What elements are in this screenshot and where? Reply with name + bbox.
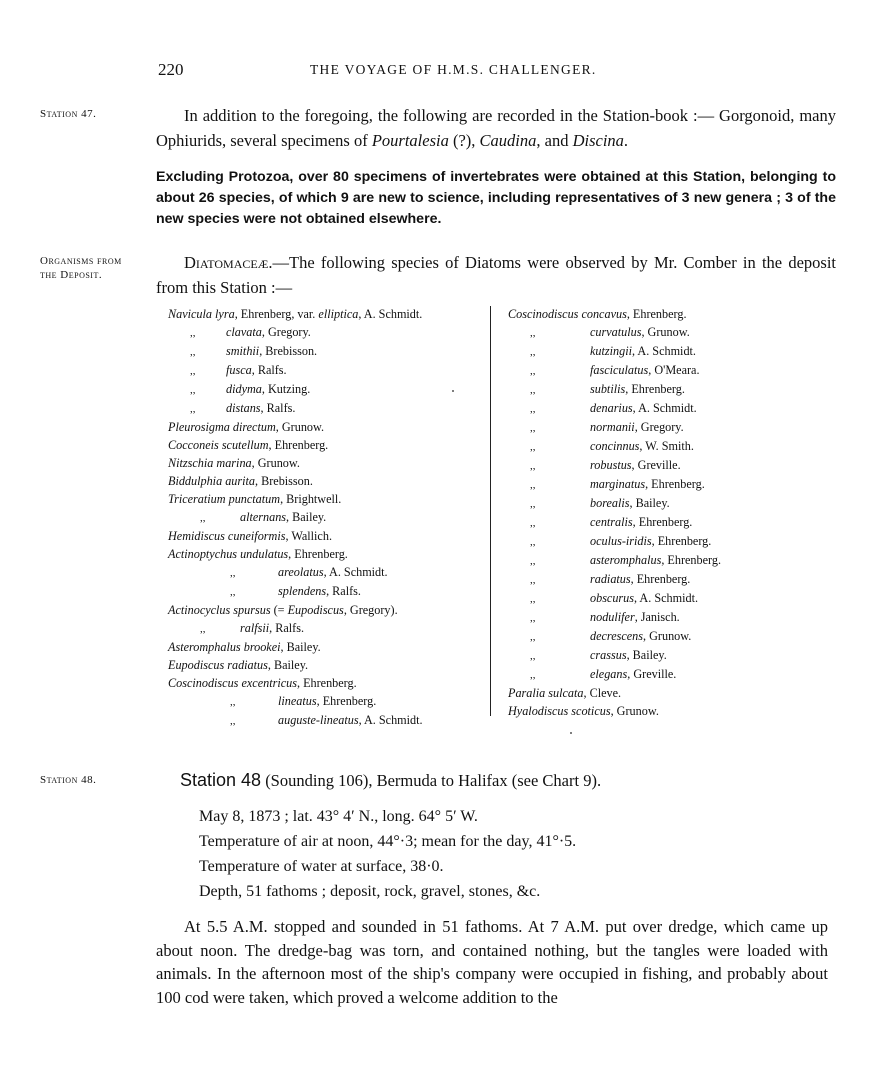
station-data-line: May 8, 1873 ; lat. 43° 4′ N., long. 64° 5′ W. [199, 808, 478, 825]
species-name: ralfsii [240, 621, 270, 635]
species-entry [508, 323, 808, 342]
species-name: splendens [278, 584, 327, 598]
species-name: normanii [590, 420, 635, 434]
diatom-intro-paragraph [156, 250, 836, 300]
species-entry [168, 545, 490, 563]
species-entry [168, 582, 490, 601]
species-name: Hemidiscus cuneiformis [168, 529, 286, 543]
species-name: Triceratium punctatum [168, 492, 281, 506]
species-name: alternans [240, 510, 287, 524]
species-author: , Bailey. [626, 648, 667, 662]
ditto-mark: ,, [230, 715, 236, 727]
species-author: (= [270, 603, 288, 617]
species-author: , Ehrenberg. [661, 553, 722, 567]
species-entry [508, 646, 808, 665]
species-entry [508, 305, 808, 323]
species-author: , Ralfs. [260, 401, 296, 415]
ditto-mark: ,, [530, 403, 536, 415]
species-entry [508, 532, 808, 551]
species-author: , Bailey. [286, 510, 327, 524]
species-name: Cocconeis scutellum [168, 438, 269, 452]
species-author: , Gregory. [634, 420, 684, 434]
ditto-mark: ,, [200, 512, 206, 524]
species-author: , Kutzing. [261, 382, 311, 396]
ditto-mark: ,, [530, 479, 536, 491]
species-author: , Grunow. [275, 420, 325, 434]
species-author: , Ehrenberg. [268, 438, 329, 452]
species-name: Pleurosigma directum [168, 420, 276, 434]
species-entry [508, 570, 808, 589]
station-data-line: Temperature of water at surface, 38·0. [199, 858, 444, 875]
species-name: lineatus [278, 694, 317, 708]
species-entry [168, 323, 490, 342]
species-entry [168, 490, 490, 508]
species-entry [168, 436, 490, 454]
species-entry [508, 437, 808, 456]
species-entry [168, 563, 490, 582]
species-name: didyma [226, 382, 262, 396]
species-name: fusca [226, 363, 252, 377]
species-name: oculus-iridis [590, 534, 652, 548]
species-entry [168, 472, 490, 490]
intro-paragraph [156, 103, 836, 153]
species-name: Navicula lyra [168, 307, 235, 321]
ditto-mark: ,, [530, 631, 536, 643]
species-name: Coscinodiscus concavus [508, 307, 627, 321]
species-name: Asteromphalus brookei [168, 640, 281, 654]
species-name: Actinocyclus spursus [168, 603, 271, 617]
species-entry [168, 454, 490, 472]
ditto-mark: ,, [530, 574, 536, 586]
species-entry [508, 684, 808, 702]
species-entry [508, 418, 808, 437]
species-author: , Greville. [631, 458, 681, 472]
species-variety-author: , A. Schmidt. [358, 307, 423, 321]
ditto-mark: ,, [530, 612, 536, 624]
species-entry [168, 601, 490, 619]
species-entry [168, 380, 490, 399]
species-author: , O'Meara. [648, 363, 700, 377]
species-name: fasciculatus [590, 363, 649, 377]
species-entry [508, 513, 808, 532]
species-author: , Ehrenberg. [645, 477, 705, 491]
column-divider [490, 306, 491, 716]
station-48-heading [180, 770, 601, 791]
station-48-data [199, 804, 576, 904]
scan-speck [452, 390, 454, 392]
diatom-term: Diatomaceæ [184, 253, 269, 272]
species-name: smithii [226, 344, 260, 358]
species-name: robustus [590, 458, 632, 472]
species-entry [508, 456, 808, 475]
ditto-mark: ,, [190, 346, 196, 358]
species-author: , Ralfs. [326, 584, 361, 598]
species-author: , A. Schmidt. [631, 344, 696, 358]
summary-paragraph: Excluding Protozoa, over 80 specimens of invertebrates were obtained at this Station, belonging to about 26 species, of which 9 are new to science, including representatives of 3 new genera ; 3 of the new species were not obtained elsewhere. [156, 169, 836, 227]
running-title: THE VOYAGE OF H.M.S. CHALLENGER. [310, 62, 597, 77]
species-entry [168, 361, 490, 380]
species-name: Paralia sulcata [508, 686, 584, 700]
species-name: crassus [590, 648, 627, 662]
species-author: , W. Smith. [639, 439, 694, 453]
species-name: borealis [590, 496, 630, 510]
ditto-mark: ,, [530, 517, 536, 529]
species-entry [508, 361, 808, 380]
species-name: auguste-lineatus [278, 713, 359, 727]
species-name: Biddulphia aurita [168, 474, 256, 488]
species-entry [168, 305, 490, 323]
intro-text-2: (?), [448, 131, 480, 150]
species-name: decrescens [590, 629, 644, 643]
ditto-mark: ,, [530, 650, 536, 662]
species-name: concinnus [590, 439, 640, 453]
species-author: , Brebisson. [255, 474, 313, 488]
margin-note-organisms-line2: the Deposit. [40, 269, 103, 281]
ditto-mark: ,, [230, 696, 236, 708]
species-author: , Ehrenberg. [651, 534, 712, 548]
species-author: , Ehrenberg. [632, 515, 693, 529]
species-entry [168, 711, 490, 730]
species-entry [168, 674, 490, 692]
margin-note-organisms-line1: Organisms from [40, 255, 122, 267]
species-name: obscurus [590, 591, 635, 605]
station-48-title: Station 48 [180, 770, 262, 790]
ditto-mark: ,, [530, 498, 536, 510]
species-name: asteromphalus [590, 553, 662, 567]
species-name: nodulifer [590, 610, 635, 624]
margin-note-organisms [40, 254, 122, 282]
ditto-mark: ,, [190, 365, 196, 377]
species-author: , Gregory. [261, 325, 311, 339]
species-entry [168, 399, 490, 418]
species-entry [168, 418, 490, 436]
diatom-list-right [508, 305, 808, 720]
ditto-mark: ,, [530, 593, 536, 605]
margin-note-station-48: Station 48. [40, 774, 97, 786]
species-author: , A. Schmidt. [323, 565, 388, 579]
species-entry [168, 619, 490, 638]
ditto-mark: ,, [530, 422, 536, 434]
species-entry [508, 627, 808, 646]
ditto-mark: ,, [530, 327, 536, 339]
species-author: , Ehrenberg. [626, 307, 687, 321]
species-name: Actinoptychus undulatus [168, 547, 289, 561]
species-author: , Grunow. [643, 629, 692, 643]
ditto-mark: ,, [530, 460, 536, 472]
species-author: , Grunow. [610, 704, 659, 718]
species-author: , Brightwell. [280, 492, 342, 506]
ditto-mark: ,, [230, 586, 236, 598]
species-name: kutzingii [590, 344, 632, 358]
species-name: Eupodiscus radiatus [168, 658, 268, 672]
species-entry [168, 527, 490, 545]
intro-italic-2: Caudina [479, 131, 537, 150]
intro-text-3: , and [536, 131, 573, 150]
species-author: , Bailey. [267, 658, 309, 672]
species-author: , Ehrenberg. [288, 547, 348, 561]
margin-note-station-47: Station 47. [40, 108, 97, 120]
species-author: , Ehrenberg. [296, 676, 357, 690]
species-author: , Ralfs. [251, 363, 287, 377]
species-entry [168, 342, 490, 361]
species-author: , Bailey. [629, 496, 670, 510]
species-author: , Ehrenberg. [316, 694, 377, 708]
scan-speck [570, 732, 572, 734]
species-entry [168, 692, 490, 711]
species-name: marginatus [590, 477, 646, 491]
species-author: , Ehrenberg, var. [234, 307, 319, 321]
species-author: , Grunow. [641, 325, 690, 339]
species-name: areolatus [278, 565, 324, 579]
ditto-mark: ,, [530, 669, 536, 681]
species-name: Nitzschia marina [168, 456, 252, 470]
species-entry [508, 380, 808, 399]
ditto-mark: ,, [190, 384, 196, 396]
running-header [0, 60, 880, 84]
ditto-mark: ,, [530, 346, 536, 358]
intro-italic-1: Pourtalesia [371, 131, 449, 150]
species-author: , Ehrenberg. [625, 382, 685, 396]
species-name: clavata [226, 325, 262, 339]
species-author: , A. Schmidt. [634, 591, 699, 605]
species-author: , Wallich. [285, 529, 332, 543]
species-entry [508, 494, 808, 513]
species-author: , Bailey. [280, 640, 321, 654]
ditto-mark: ,, [190, 403, 196, 415]
ditto-mark: ,, [190, 327, 196, 339]
species-name: radiatus [590, 572, 631, 586]
species-entry [508, 551, 808, 570]
species-author: , A. Schmidt. [632, 401, 697, 415]
ditto-mark: ,, [230, 567, 236, 579]
species-author: , A. Schmidt. [358, 713, 423, 727]
species-name: Coscinodiscus excentricus [168, 676, 297, 690]
species-entry [168, 656, 490, 674]
species-name: elegans [590, 667, 628, 681]
station-data-line: Temperature of air at noon, 44°·3; mean for the day, 41°·5. [199, 833, 577, 850]
species-variety: elliptica [318, 307, 359, 321]
ditto-mark: ,, [530, 536, 536, 548]
ditto-mark: ,, [530, 384, 536, 396]
intro-text-4: . [623, 131, 629, 150]
species-author: , Janisch. [634, 610, 680, 624]
species-variety-author: , Gregory). [343, 603, 398, 617]
species-entry [508, 342, 808, 361]
diatom-list-left [168, 305, 490, 730]
species-author: , Grunow. [251, 456, 300, 470]
ditto-mark: ,, [530, 365, 536, 377]
ditto-mark: ,, [200, 623, 206, 635]
intro-text-1: In addition to the foregoing, the following are recorded in the Station-book :— Gorgonoid, many Ophiurids, several specimens of [156, 106, 836, 150]
page-number: 220 [158, 60, 184, 79]
species-entry [168, 638, 490, 656]
species-author: , Greville. [627, 667, 677, 681]
species-entry [508, 608, 808, 627]
species-entry [168, 508, 490, 527]
species-name: centralis [590, 515, 633, 529]
narrative-paragraph: At 5.5 A.M. stopped and sounded in 51 fathoms. At 7 A.M. put over dredge, which came up about noon. The dredge-bag was torn, and contained nothing, but the tangles were loaded with animals. In the afternoon most of the ship's company were occupied in fishing, and probably about 100 cod were taken, which proved a welcome addition to the [156, 917, 828, 1007]
species-author: , Ralfs. [269, 621, 304, 635]
species-name: denarius [590, 401, 633, 415]
species-entry [508, 702, 808, 720]
species-entry [508, 589, 808, 608]
species-name: distans [226, 401, 261, 415]
ditto-mark: ,, [530, 441, 536, 453]
species-entry [508, 399, 808, 418]
species-author: , Ehrenberg. [630, 572, 691, 586]
diatom-intro-text: .—The following species of Diatoms were observed by Mr. Comber in the deposit from this Station :— [156, 253, 836, 297]
species-name: curvatulus [590, 325, 642, 339]
species-entry [508, 665, 808, 684]
species-author: , Cleve. [583, 686, 622, 700]
species-entry [508, 475, 808, 494]
species-variety: Eupodiscus [287, 603, 344, 617]
station-48-subtitle: (Sounding 106), Bermuda to Halifax (see Chart 9). [261, 771, 602, 790]
species-name: subtilis [590, 382, 626, 396]
species-name: Hyalodiscus scoticus [508, 704, 611, 718]
station-data-line: Depth, 51 fathoms ; deposit, rock, gravel, stones, &c. [199, 883, 541, 900]
ditto-mark: ,, [530, 555, 536, 567]
intro-italic-3: Discina [572, 131, 624, 150]
species-author: , Brebisson. [259, 344, 318, 358]
